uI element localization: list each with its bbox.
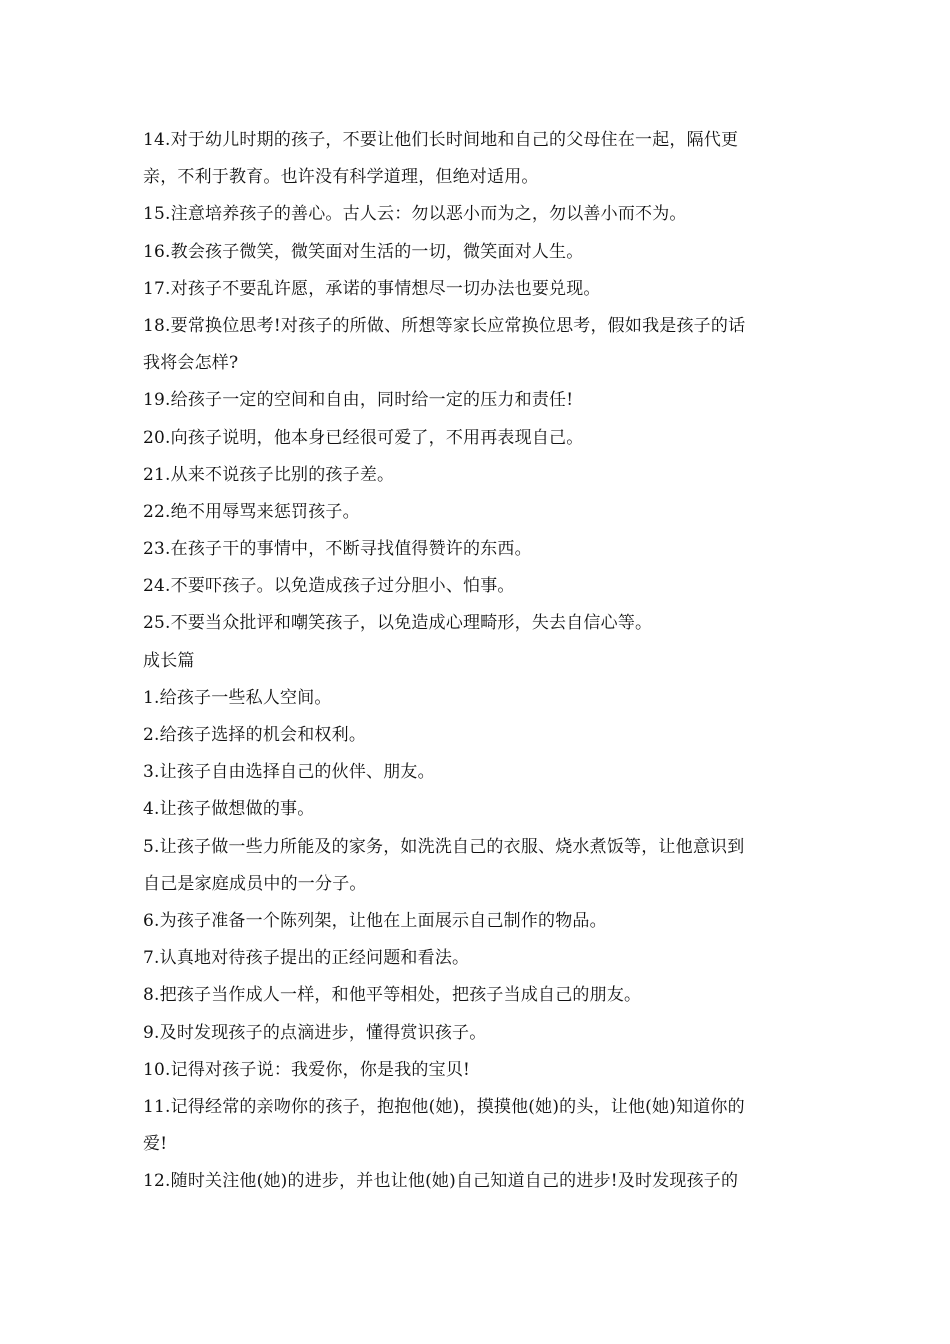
text-line: 1.给孩子一些私人空间。 (143, 687, 332, 708)
text-line: 20.向孩子说明，他本身已经很可爱了，不用再表现自己。 (143, 427, 584, 448)
text-line: 爱! (143, 1134, 168, 1155)
text-line: 25.不要当众批评和嘲笑孩子，以免造成心理畸形，失去自信心等。 (143, 613, 653, 634)
text-line: 3.让孩子自由选择自己的伙伴、朋友。 (143, 762, 435, 783)
text-line: 2.给孩子选择的机会和权利。 (143, 725, 367, 745)
text-line: 23.在孩子干的事情中，不断寻找值得赞许的东西。 (143, 539, 532, 560)
text-line: 21.从来不说孩子比别的孩子差。 (143, 464, 395, 485)
text-line: 22.绝不用辱骂来惩罚孩子。 (143, 501, 360, 522)
text-line: 18.要常换位思考!对孩子的所做、所想等家长应常换位思考，假如我是孩子的话 (143, 315, 746, 336)
text-line: 自己是家庭成员中的一分子。 (143, 873, 367, 894)
text-line: 15.注意培养孩子的善心。古人云：勿以恶小而为之，勿以善小而不为。 (143, 204, 687, 225)
text-line: 19.给孩子一定的空间和自由，同时给一定的压力和责任! (143, 390, 574, 411)
text-line: 9.及时发现孩子的点滴进步，懂得赏识孩子。 (143, 1022, 487, 1043)
text-line: 6.为孩子准备一个陈列架，让他在上面展示自己制作的物品。 (143, 910, 607, 931)
text-line: 10.记得对孩子说：我爱你，你是我的宝贝! (143, 1059, 471, 1080)
document-body (143, 122, 818, 1200)
text-line: 16.教会孩子微笑，微笑面对生活的一切，微笑面对人生。 (143, 241, 584, 262)
text-line: 4.让孩子做想做的事。 (143, 799, 315, 820)
text-line: 我将会怎样? (143, 353, 239, 374)
text-line: 12.随时关注他(她)的进步，并也让他(她)自己知道自己的进步!及时发现孩子的 (143, 1171, 739, 1192)
section-heading: 成长篇 (143, 650, 195, 671)
text-line: 5.让孩子做一些力所能及的家务，如洗洗自己的衣服、烧水煮饭等，让他意识到 (143, 836, 745, 857)
text-line: 11.记得经常的亲吻你的孩子，抱抱他(她)，摸摸他(她)的头，让他(她)知道你的 (143, 1096, 745, 1117)
text-line: 亲，不利于教育。也许没有科学道理，但绝对适用。 (143, 167, 539, 188)
text-line: 14.对于幼儿时期的孩子，不要让他们长时间地和自己的父母住在一起，隔代更 (143, 130, 739, 150)
text-line: 17.对孩子不要乱许愿，承诺的事情想尽一切办法也要兑现。 (143, 278, 601, 299)
text-line: 8.把孩子当作成人一样，和他平等相处，把孩子当成自己的朋友。 (143, 985, 642, 1006)
text-line: 24.不要吓孩子。以免造成孩子过分胆小、怕事。 (143, 576, 515, 597)
text-line: 7.认真地对待孩子提出的正经问题和看法。 (143, 948, 470, 969)
